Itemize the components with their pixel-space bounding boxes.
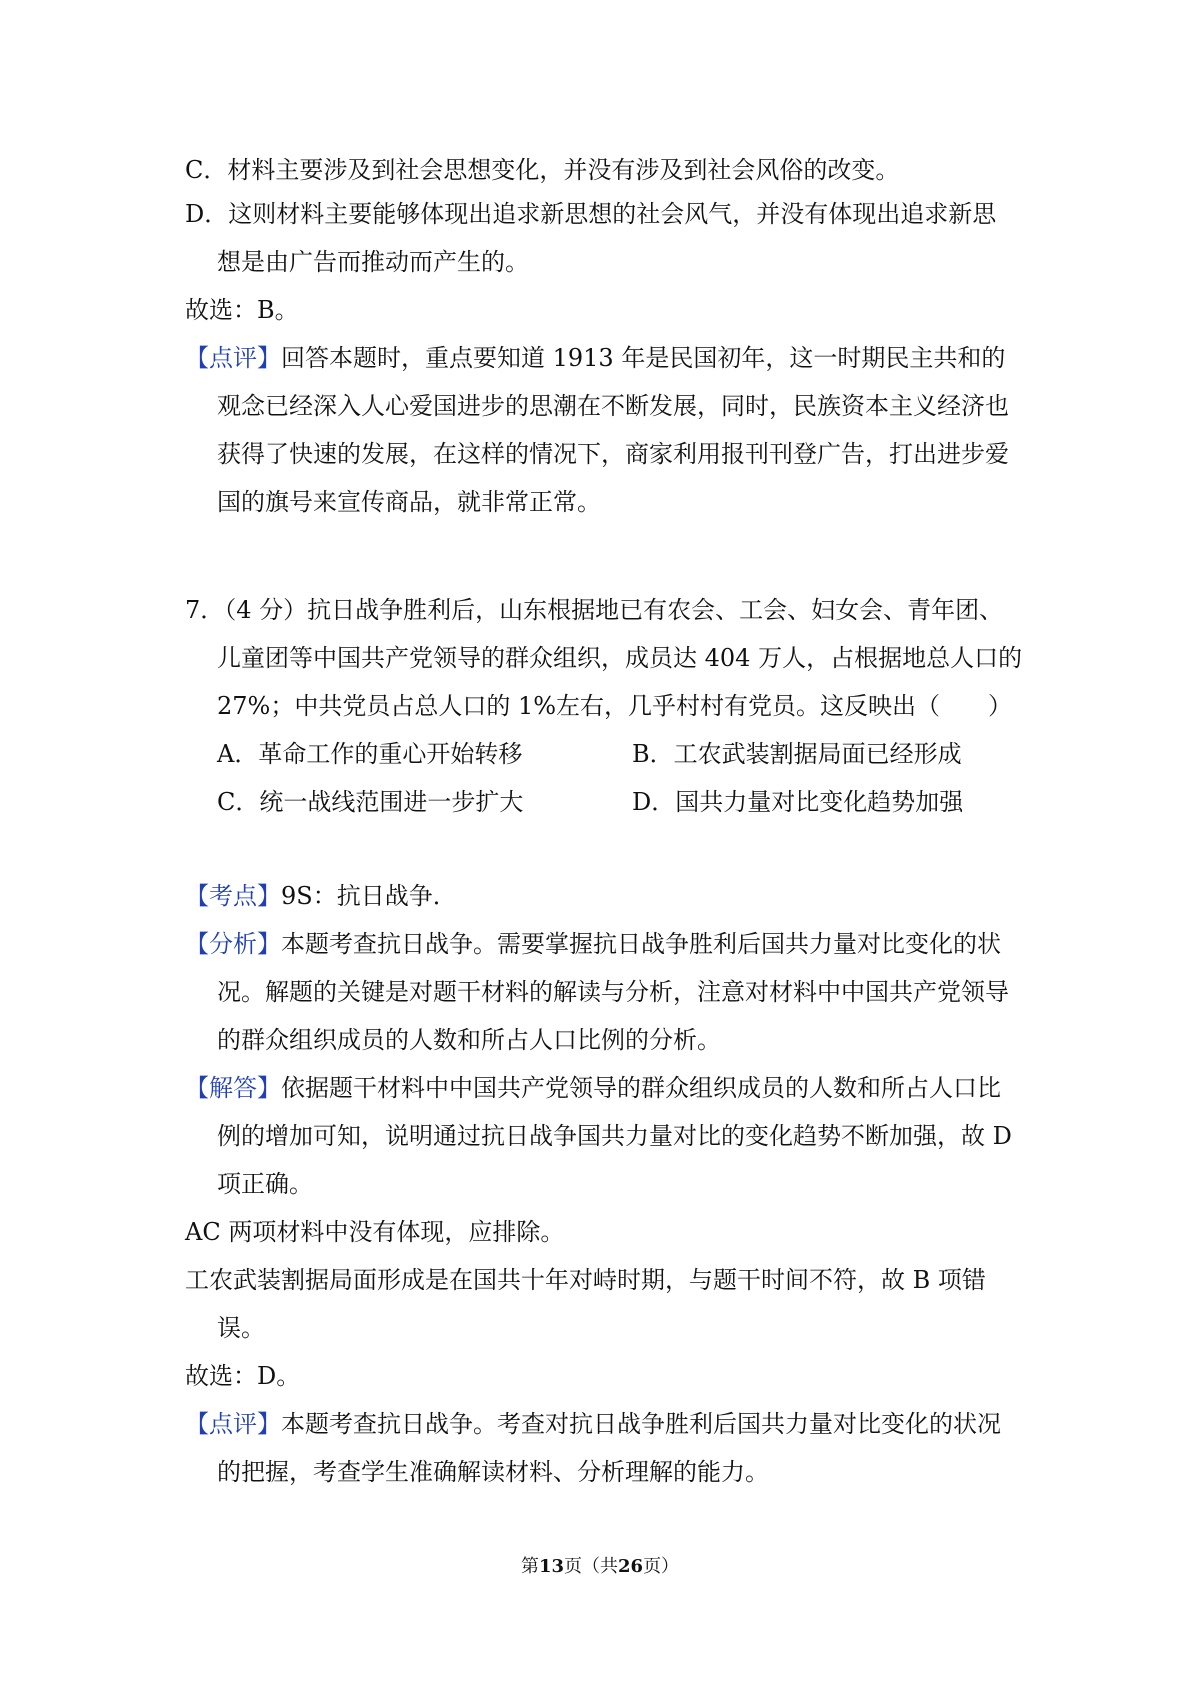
option-c-explanation: C．材料主要涉及到社会思想变化，并没有涉及到社会风俗的改变。 (185, 156, 900, 184)
analysis-section: 【分析】本题考查抗日战争。需要掌握抗日战争胜利后国共力量对比变化的状 况。解题的关键是对题干材料的解读与分析，注意对材料中中国共产党领导的群众组织成员的人数和所占人口比例的分析。 (185, 930, 1009, 1054)
knowledge-point: 【考点】9S：抗日战争． (185, 882, 457, 910)
total-pages: 26 (618, 1556, 644, 1577)
answer-tag: 【解答】 (185, 1074, 281, 1102)
answer-choice: 故选：D。 (185, 1362, 301, 1390)
b-explanation: 工农武装割据局面形成是在国共十年对峙时期，与题干时间不符，故 B 项错 误。 (185, 1266, 986, 1342)
ac-explanation: AC 两项材料中没有体现，应排除。 (185, 1218, 565, 1246)
question-option-a: A．革命工作的重心开始转移 (217, 740, 523, 768)
question-7: 7．（4 分）抗日战争胜利后，山东根据地已有农会、工会、妇女会、青年团、 儿童团等中国共产党领导的群众组织，成员达 404 万人，占根据地总人口的 27%；中共党员占总人口的 1%左右，几乎村村有党员。这反映出（ ） (185, 596, 1023, 720)
option-d-explanation: D．这则材料主要能够体现出追求新思想的社会风气，并没有体现出追求新思 想是由广告而推动而产生的。 (185, 200, 997, 276)
question-option-c: C．统一战线范围进一步扩大 (217, 788, 524, 816)
question-option-b: B．工农武装割据局面已经形成 (632, 740, 962, 768)
answer-section: 【解答】依据题干材料中中国共产党领导的群众组织成员的人数和所占人口比 例的增加可知，说明通过抗日战争国共力量对比的变化趋势不断加强，故 D 项正确。 (185, 1074, 1012, 1198)
analysis-tag: 【分析】 (185, 930, 281, 958)
comment-section: 【点评】本题考查抗日战争。考查对抗日战争胜利后国共力量对比变化的状况 的把握，考查学生准确解读材料、分析理解的能力。 (185, 1410, 1001, 1486)
prev-comment: 【点评】回答本题时，重点要知道 1913 年是民国初年，这一时期民主共和的 观念已经深入人心爱国进步的思潮在不断发展，同时，民族资本主义经济也获得了快速的发展，在这样的情况下，商家利用报刊刊登广告，打出进步爱国的旗号来宣传商品，就非常正常。 (185, 344, 1009, 516)
question-option-d: D．国共力量对比变化趋势加强 (632, 788, 964, 816)
page-number: 13 (538, 1556, 564, 1577)
comment-tag: 【点评】 (185, 344, 281, 372)
point-tag: 【考点】 (185, 882, 281, 910)
prev-choice: 故选：B。 (185, 296, 299, 324)
comment-tag: 【点评】 (185, 1410, 281, 1438)
page-footer: 第13页（共26页） (520, 1556, 680, 1577)
